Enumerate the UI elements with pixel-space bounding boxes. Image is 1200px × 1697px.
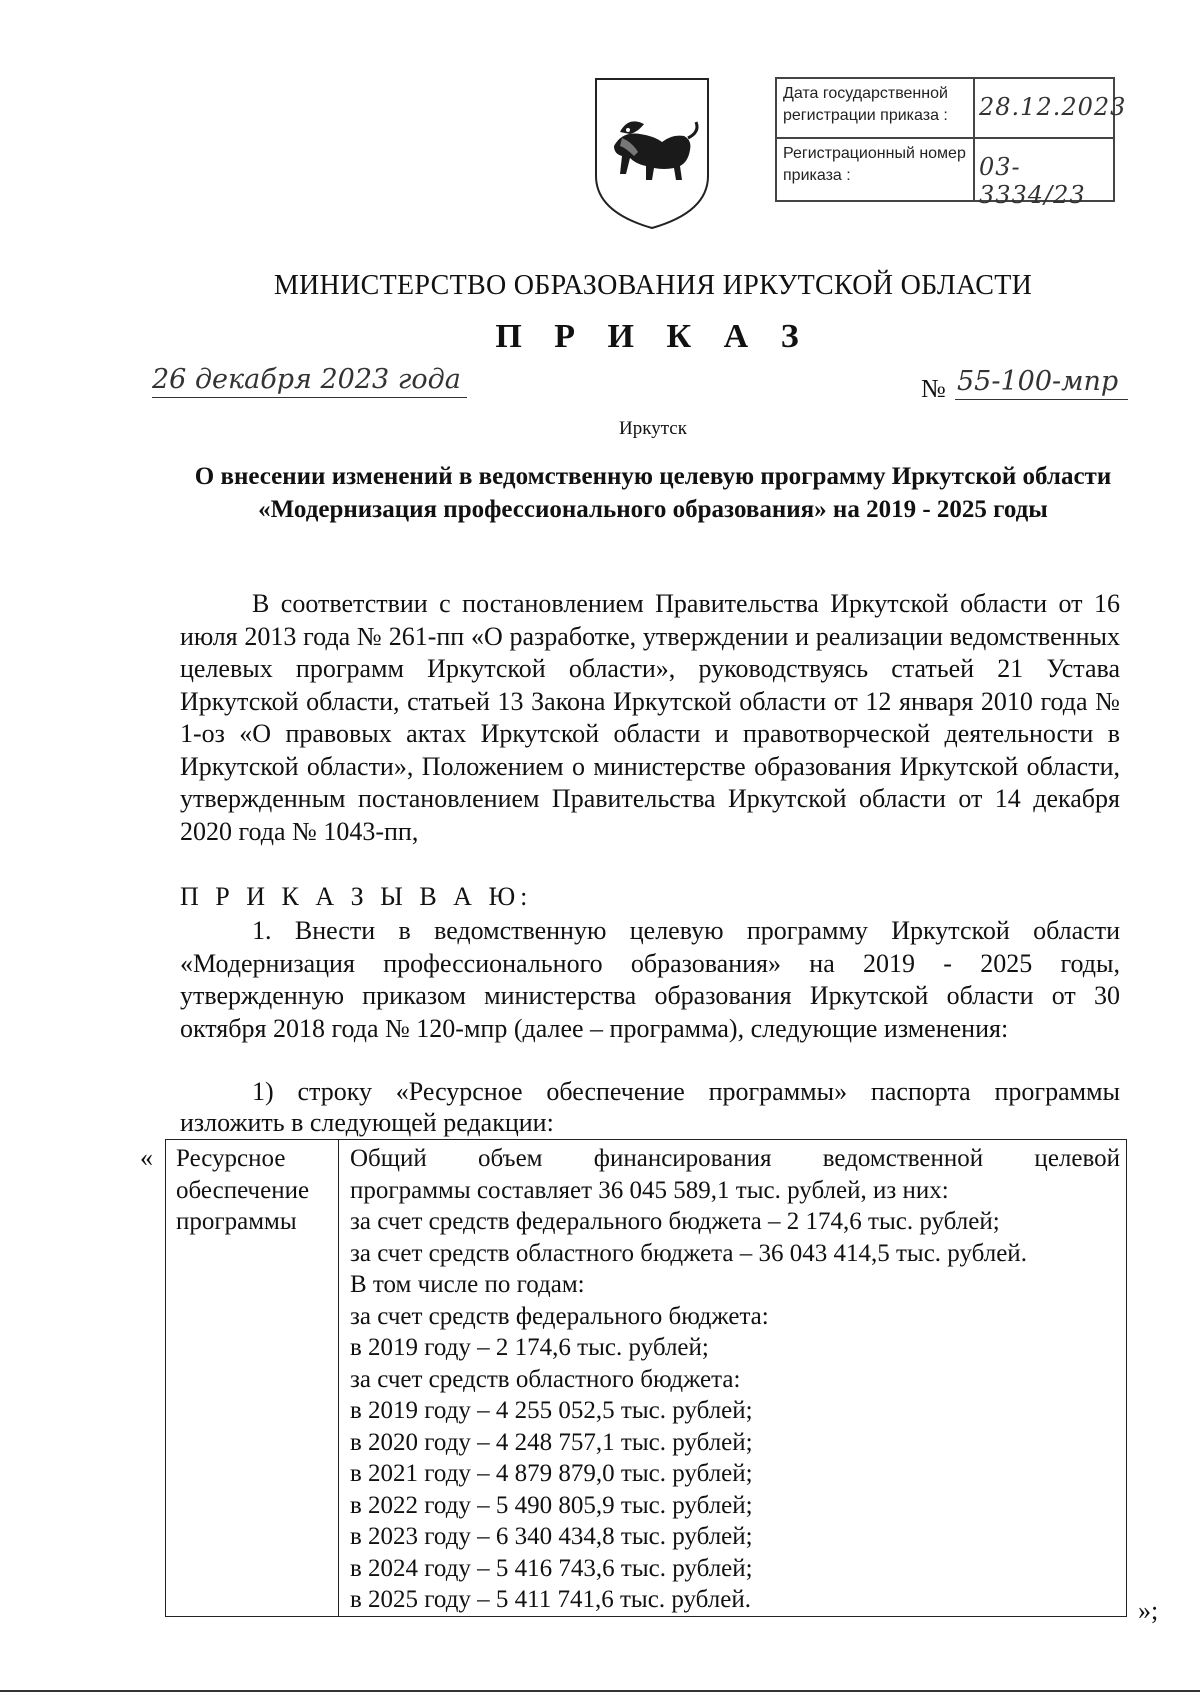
stamp-number-label: Регистрационный номер приказа : <box>783 145 966 184</box>
order-number-value: 55-100-мпр <box>955 366 1128 400</box>
stamp-date-label: Дата государственной регистрации приказа : <box>783 85 948 124</box>
order-number-label: № <box>921 374 946 403</box>
table-line: В том числе по годам: <box>350 1271 585 1298</box>
subitem-1-paragraph: 1) строку «Ресурсное обеспечение программы» паспорта программы изложить в следующей редакции: <box>180 1077 1120 1137</box>
table-line: за счет средств федерального бюджета: <box>350 1302 769 1330</box>
quote-close: »; <box>1138 1596 1159 1625</box>
table-line: в 2021 году – 4 879 879,0 тыс. рублей; <box>350 1460 753 1487</box>
document-title: О внесении изменений в ведомственную целевую программу Иркутской области «Модернизация профессионального образования» на 2019 - 2025 годы <box>194 463 1112 523</box>
table-line: в 2023 году – 6 340 434,8 тыс. рублей; <box>350 1523 753 1550</box>
resource-table <box>165 1139 1127 1617</box>
table-line: в 2022 году – 5 490 805,9 тыс. рублей; <box>350 1491 753 1519</box>
ministry-name: МИНИСТЕРСТВО ОБРАЗОВАНИЯ ИРКУТСКОЙ ОБЛАСТИ <box>273 270 1033 301</box>
order-date: 26 декабря 2023 года <box>152 364 467 398</box>
coat-of-arms-icon <box>592 76 712 232</box>
table-line: за счет средств областного бюджета: <box>350 1365 741 1393</box>
order-verb: П Р И К А З Ы В А Ю: <box>180 882 533 911</box>
stamp-number-value: 03-3334/23 <box>979 153 1086 209</box>
table-row-label: Ресурсное обеспечение программы <box>176 1145 310 1235</box>
quote-open: « <box>140 1143 153 1172</box>
city: Иркутск <box>619 418 687 439</box>
table-line: программы составляет 36 045 589,1 тыс. рублей, из них: <box>350 1176 949 1204</box>
table-line: Общий объем финансирования ведомственной целевой <box>350 1145 1120 1172</box>
table-line: в 2019 году – 4 255 052,5 тыс. рублей; <box>350 1397 753 1424</box>
stamp-date-value: 28.12.2023 <box>979 93 1127 121</box>
table-row-value <box>350 1143 1120 1616</box>
order-title: П Р И К А З <box>495 318 811 355</box>
table-line: в 2020 году – 4 248 757,1 тыс. рублей; <box>350 1428 753 1456</box>
table-line: за счет средств областного бюджета – 36 043 414,5 тыс. рублей. <box>350 1239 1027 1267</box>
stamp-number-row <box>777 139 1113 209</box>
page-bottom-rule <box>0 1690 1200 1692</box>
table-line: в 2024 году – 5 416 743,6 тыс. рублей; <box>350 1554 753 1582</box>
preamble-paragraph: В соответствии с постановлением Правительства Иркутской области от 16 июля 2013 года № 261-пп «О разработке, утверждении и реализации ведомственных целевых программ Иркутской области», руководствуясь статьей 21 Устава Иркутской области, статьей 13 Закона Иркутской области от 12 января 2010 года № 1-оз «О правовых актах Иркутской области и правотворческой деятельности в Иркутской области», Положением о министерстве образования Иркутской области, утвержденным постановлением Правительства Иркутской области от 14 декабря 2020 года № 1043-пп, <box>180 589 1120 846</box>
table-line: в 2025 году – 5 411 741,6 тыс. рублей. <box>350 1586 751 1613</box>
stamp-date-row <box>777 79 1127 139</box>
table-line: в 2019 году – 2 174,6 тыс. рублей; <box>350 1334 709 1361</box>
table-line: за счет средств федерального бюджета – 2 174,6 тыс. рублей; <box>350 1208 1000 1235</box>
registration-stamp <box>775 77 1127 209</box>
item-1-paragraph: 1. Внести в ведомственную целевую программу Иркутской области «Модернизация профессионального образования» на 2019 - 2025 годы, утвержденную приказом министерства образования Иркутской области от 30 октября 2018 года № 120-мпр (далее – программа), следующие изменения: <box>180 916 1120 1043</box>
